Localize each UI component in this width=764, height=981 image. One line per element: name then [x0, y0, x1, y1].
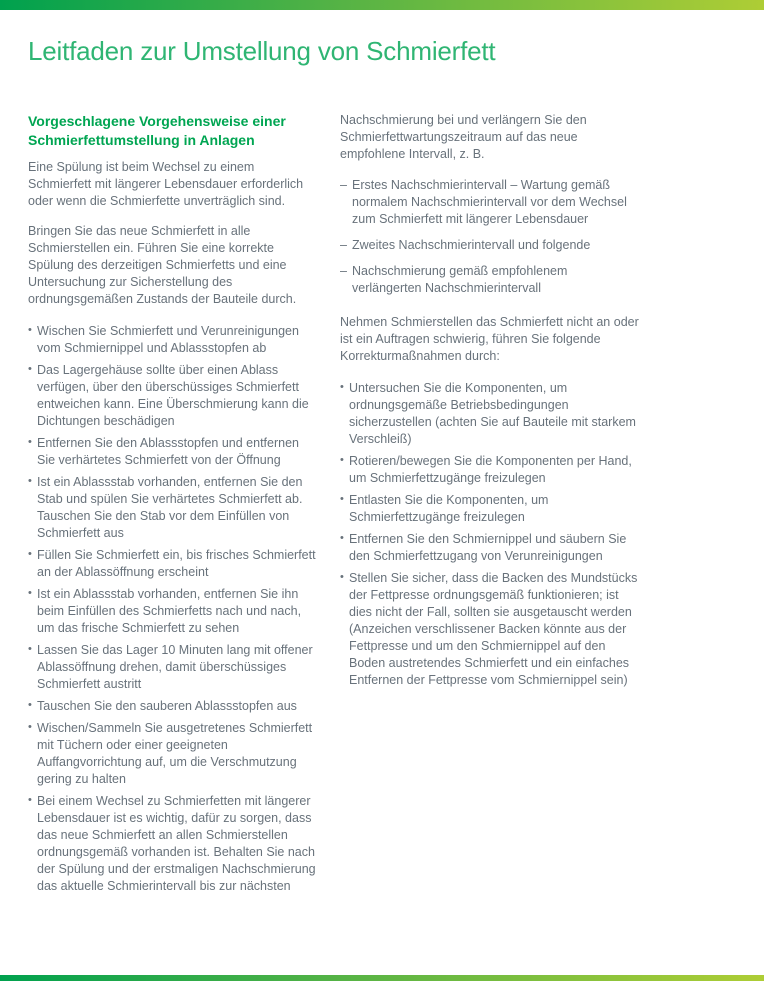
paragraph: Nachschmierung bei und verlängern Sie den Schmierfettwartungszeitraum auf das neue empfohlene Intervall, z. B.	[340, 113, 587, 161]
list-item: • Füllen Sie Schmierfett ein, bis frisches Schmierfett an der Ablassöffnung erscheint	[28, 547, 318, 581]
right-column	[340, 112, 640, 694]
bullet-list	[28, 323, 318, 895]
list-item: • Das Lagergehäuse sollte über einen Ablass verfügen, über den überschüssiges Schmierfett entweichen kann. Eine Überschmierung kann die Dichtungen beschädigen	[28, 362, 318, 430]
list-item: • Entlasten Sie die Komponenten, um Schmierfettzugänge freizulegen	[340, 492, 640, 526]
paragraph: Bringen Sie das neue Schmierfett in alle Schmierstellen ein. Führen Sie eine korrekte Spülung des derzeitigen Schmierfetts und eine Untersuchung zur Sicherstellung des ordnungsgemäßen Zustands der Bauteile durch.	[28, 224, 297, 306]
list-item: – Zweites Nachschmierintervall und folgende	[340, 237, 640, 254]
list-item: • Bei einem Wechsel zu Schmierfetten mit längerer Lebensdauer ist es wichtig, dafür zu sorgen, dass das neue Schmierfett an allen Schmierstellen ordnungsgemäß vorhanden ist. Behalten Sie nach der Spülung und der erstmaligen Nachschmierung das aktuelle Schmierintervall bis zur nächsten	[28, 793, 318, 895]
list-item: • Wischen Sie Schmierfett und Verunreinigungen vom Schmiernippel und Ablassstopfen ab	[28, 323, 318, 357]
bullet-list	[340, 380, 640, 689]
list-item: • Tauschen Sie den sauberen Ablassstopfen aus	[28, 698, 318, 715]
list-item: – Erstes Nachschmierintervall – Wartung gemäß normalem Nachschmierintervall vor dem Wechsel zum Schmierfett mit längerer Lebensdauer	[340, 177, 640, 228]
bottom-gradient-bar	[0, 975, 764, 981]
section-heading: Vorgeschlagene Vorgehensweise einer Schmierfettumstellung in Anlagen	[28, 113, 286, 148]
list-item: • Stellen Sie sicher, dass die Backen des Mundstücks der Fettpresse ordnungsgemäß funktionieren; ist dies nicht der Fall, sollten sie ausgetauscht werden (Anzeichen verschlissener Backen könnte aus der Fettpresse und um den Schmiernippel auf den Boden austretendes Schmierfett und ein einfaches Entfernen der Fettpresse vom Schmiernippel sein)	[340, 570, 640, 689]
left-column	[28, 112, 318, 900]
dash-list	[340, 177, 640, 297]
list-item: – Nachschmierung gemäß empfohlenem verlängerten Nachschmierintervall	[340, 263, 640, 297]
list-item: • Ist ein Ablassstab vorhanden, entfernen Sie den Stab und spülen Sie verhärtetes Schmierfett ab. Tauschen Sie den Stab vor dem Einfüllen von Schmierfett aus	[28, 474, 318, 542]
paragraph: Nehmen Schmierstellen das Schmierfett nicht an oder ist ein Auftragen schwierig, führen Sie folgende Korrekturmaßnahmen durch:	[340, 315, 639, 363]
paragraph: Eine Spülung ist beim Wechsel zu einem Schmierfett mit längerer Lebensdauer erforderlich oder wenn die Schmierfette unverträglich sind.	[28, 160, 304, 208]
list-item: • Untersuchen Sie die Komponenten, um ordnungsgemäße Betriebsbedingungen sicherzustellen (achten Sie auf Bauteile mit starkem Verschleiß)	[340, 380, 640, 448]
list-item: • Entfernen Sie den Schmiernippel und säubern Sie den Schmierfettzugang von Verunreinigungen	[340, 531, 640, 565]
page-title: Leitfaden zur Umstellung von Schmierfett	[28, 36, 496, 66]
list-item: • Wischen/Sammeln Sie ausgetretenes Schmierfett mit Tüchern oder einer geeigneten Auffangvorrichtung auf, um die Verschmutzung gering zu halten	[28, 720, 318, 788]
list-item: • Lassen Sie das Lager 10 Minuten lang mit offener Ablassöffnung drehen, damit überschüssiges Schmierfett austritt	[28, 642, 318, 693]
list-item: • Entfernen Sie den Ablassstopfen und entfernen Sie verhärtetes Schmierfett von der Öffnung	[28, 435, 318, 469]
list-item: • Rotieren/bewegen Sie die Komponenten per Hand, um Schmierfettzugänge freizulegen	[340, 453, 640, 487]
top-gradient-bar	[0, 0, 764, 10]
list-item: • Ist ein Ablassstab vorhanden, entfernen Sie ihn beim Einfüllen des Schmierfetts nach und nach, um das frische Schmierfett zu sehen	[28, 586, 318, 637]
content-columns	[28, 112, 640, 900]
